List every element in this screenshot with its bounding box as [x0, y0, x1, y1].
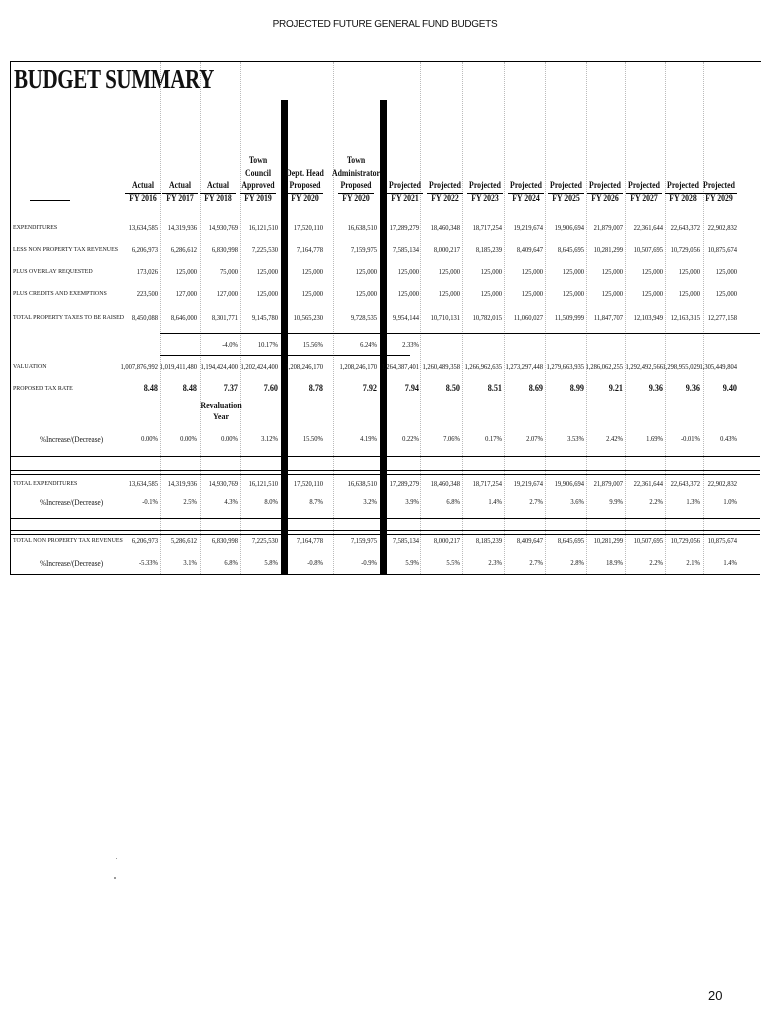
column-title: Town — [346, 156, 366, 166]
table-cell: 75,000 — [220, 267, 238, 276]
table-cell: 8,409,647 — [516, 245, 543, 254]
table-cell: 1,007,876,992 — [120, 362, 158, 371]
table-cell: 1,305,449,804 — [699, 362, 737, 371]
table-cell: 8.51 — [487, 384, 502, 394]
table-cell: 7,164,778 — [296, 536, 323, 545]
table-cell: 8,000,217 — [433, 536, 460, 545]
column-year: FY 2026 — [591, 193, 619, 204]
table-cell: 8.48 — [182, 384, 197, 394]
table-cell: 7.60 — [263, 384, 278, 394]
column-title: Proposed — [289, 181, 321, 191]
table-cell: 7,585,134 — [392, 536, 419, 545]
column-header — [233, 155, 282, 205]
table-cell: 21,879,007 — [593, 223, 623, 232]
table-cell: 1.4% — [488, 497, 502, 506]
table-cell: 223,500 — [136, 289, 158, 298]
table-cell: 8.69 — [528, 384, 543, 394]
table-cell: 2.3% — [488, 558, 502, 567]
table-cell: 3.12% — [261, 434, 278, 443]
table-cell: 1,202,424,400 — [240, 362, 278, 371]
table-cell: 8,646,000 — [170, 313, 197, 322]
table-cell: 19,906,694 — [554, 223, 584, 232]
table-cell: 7,159,975 — [350, 245, 377, 254]
table-cell: 0.43% — [720, 434, 737, 443]
table-cell: 125,000 — [355, 267, 377, 276]
table-cell: 125,000 — [715, 267, 737, 276]
table-cell: 18,717,254 — [472, 479, 502, 488]
table-cell: 10,507,695 — [633, 536, 663, 545]
table-cell: 9,728,535 — [350, 313, 377, 322]
table-cell: 19,906,694 — [554, 479, 584, 488]
table-cell: 9.9% — [609, 497, 623, 506]
table-cell: 18.9% — [606, 558, 623, 567]
header-underline — [30, 200, 70, 201]
table-cell: 2.1% — [686, 558, 700, 567]
table-cell: -0.01% — [680, 434, 700, 443]
table-cell: 125,000 — [355, 289, 377, 298]
table-cell: 22,643,372 — [670, 223, 700, 232]
table-cell: 17,520,110 — [293, 479, 323, 488]
table-cell: 6.8% — [446, 497, 460, 506]
table-cell: 8,301,771 — [211, 313, 238, 322]
table-cell: 125,000 — [397, 267, 419, 276]
table-cell: 10,729,056 — [670, 245, 700, 254]
table-cell: 22,361,644 — [633, 479, 663, 488]
table-cell: 18,717,254 — [472, 223, 502, 232]
table-cell: 125,000 — [438, 267, 460, 276]
table-cell: 14,930,769 — [208, 479, 238, 488]
column-title: Projected — [589, 181, 621, 191]
table-cell: 5.9% — [405, 558, 419, 567]
column-title: Town — [248, 156, 268, 166]
header-underline — [240, 193, 276, 194]
table-cell: 125,000 — [678, 267, 700, 276]
table-cell: 7.92 — [362, 384, 377, 394]
table-cell: 0.17% — [485, 434, 502, 443]
header-underline — [338, 193, 374, 194]
column-title: Projected — [389, 181, 421, 191]
table-cell: 10,507,695 — [633, 245, 663, 254]
table-cell: 14,930,769 — [208, 223, 238, 232]
column-year: FY 2021 — [391, 193, 419, 204]
table-cell: 125,000 — [521, 289, 543, 298]
table-cell: 10,281,299 — [593, 245, 623, 254]
table-cell: 16,121,510 — [248, 223, 278, 232]
table-cell: 7,164,778 — [296, 245, 323, 254]
table-cell: 17,520,110 — [293, 223, 323, 232]
table-cell: 2.42% — [606, 434, 623, 443]
section-rule — [10, 456, 760, 457]
table-cell: 10,565,230 — [293, 313, 323, 322]
table-cell: 22,902,832 — [707, 223, 737, 232]
table-cell: 1,264,387,401 — [381, 362, 419, 371]
table-cell: 6,206,973 — [131, 245, 158, 254]
table-cell: 1,298,955,029 — [662, 362, 700, 371]
table-cell: 3.6% — [570, 497, 584, 506]
table-cell: 16,121,510 — [248, 479, 278, 488]
table-cell: 7.94 — [404, 384, 419, 394]
rule — [160, 355, 410, 356]
section-rule-double — [10, 530, 760, 535]
table-cell: 7,159,975 — [350, 536, 377, 545]
scan-speck — [116, 858, 117, 859]
row-label: %Increase/(Decrease) — [40, 435, 104, 444]
table-cell: 1.4% — [723, 558, 737, 567]
table-cell: 1,266,962,635 — [464, 362, 502, 371]
table-cell: 8.0% — [264, 497, 278, 506]
column-year: FY 2025 — [552, 193, 580, 204]
table-cell: 125,000 — [601, 289, 623, 298]
column-year: FY 2024 — [512, 193, 540, 204]
table-cell: 10.17% — [257, 340, 278, 349]
table-cell: 6,206,973 — [131, 536, 158, 545]
header-underline — [701, 193, 737, 194]
table-cell: 1,208,246,170 — [285, 362, 323, 371]
table-cell: 13,634,585 — [128, 479, 158, 488]
table-cell: 1,279,663,935 — [546, 362, 584, 371]
table-cell: 5.8% — [264, 558, 278, 567]
column-year: FY 2023 — [471, 193, 499, 204]
table-cell: 6.24% — [360, 340, 377, 349]
table-cell: 8,409,647 — [516, 536, 543, 545]
header-underline — [467, 193, 503, 194]
table-cell: 8,000,217 — [433, 245, 460, 254]
table-cell: 2.07% — [526, 434, 543, 443]
rule — [160, 333, 760, 334]
table-cell: 7,225,530 — [251, 245, 278, 254]
table-cell: 2.7% — [529, 558, 543, 567]
table-cell: 125,000 — [397, 289, 419, 298]
table-cell: 1.69% — [646, 434, 663, 443]
table-cell: 1,286,062,255 — [585, 362, 623, 371]
table-cell: 14,319,936 — [167, 223, 197, 232]
column-header — [331, 155, 380, 205]
table-cell: 19,219,674 — [513, 479, 543, 488]
table-cell: -0.8% — [307, 558, 323, 567]
table-cell: 3.53% — [567, 434, 584, 443]
row-label: %Increase/(Decrease) — [40, 559, 104, 568]
table-cell: 125,000 — [438, 289, 460, 298]
table-cell: 8,645,695 — [557, 245, 584, 254]
table-cell: 125,000 — [641, 289, 663, 298]
table-cell: 7,225,530 — [251, 536, 278, 545]
table-cell: 1,292,492,566 — [625, 362, 663, 371]
table-cell: 0.22% — [402, 434, 419, 443]
table-cell: 17,289,279 — [389, 479, 419, 488]
row-label: LESS NON PROPERTY TAX REVENUES — [13, 246, 119, 253]
table-cell: 9.40 — [722, 384, 737, 394]
table-cell: 125,000 — [641, 267, 663, 276]
table-cell: 16,638,510 — [347, 223, 377, 232]
column-title: Projected — [703, 181, 735, 191]
table-cell: 12,277,158 — [707, 313, 737, 322]
table-cell: 1,260,489,358 — [422, 362, 460, 371]
column-title: Council — [245, 168, 271, 179]
table-cell: 2.8% — [570, 558, 584, 567]
table-cell: -0.9% — [361, 558, 377, 567]
table-cell: 8.99 — [569, 384, 584, 394]
table-cell: 11,509,999 — [554, 313, 584, 322]
table-cell: 125,000 — [301, 289, 323, 298]
column-title: Dept. Head — [286, 168, 324, 179]
table-cell: 1,194,424,400 — [200, 362, 238, 371]
header-underline — [387, 193, 423, 194]
table-cell: 125,000 — [562, 267, 584, 276]
column-year: FY 2017 — [166, 193, 194, 204]
scan-speck — [114, 877, 116, 879]
table-cell: 12,163,315 — [670, 313, 700, 322]
table-cell: 127,000 — [175, 289, 197, 298]
column-year: FY 2028 — [669, 193, 697, 204]
table-cell: 11,847,707 — [593, 313, 623, 322]
table-cell: 9,954,144 — [392, 313, 419, 322]
table-cell: 125,000 — [521, 267, 543, 276]
column-title: Projected — [550, 181, 582, 191]
table-cell: 5,286,612 — [170, 536, 197, 545]
column-year: FY 2016 — [129, 193, 157, 204]
table-cell: 10,875,674 — [707, 245, 737, 254]
table-cell: 17,289,279 — [389, 223, 419, 232]
table-cell: 22,361,644 — [633, 223, 663, 232]
table-cell: 8.7% — [309, 497, 323, 506]
table-cell: 3.9% — [405, 497, 419, 506]
sheet-title: BUDGET SUMMARY — [14, 64, 214, 94]
row-label: PROPOSED TAX RATE — [13, 385, 73, 392]
table-cell: -4.0% — [222, 340, 238, 349]
table-cell: 1.3% — [686, 497, 700, 506]
table-cell: 6,830,998 — [211, 536, 238, 545]
table-cell: 3.2% — [363, 497, 377, 506]
page-number: 20 — [708, 988, 723, 1003]
table-cell: 125,000 — [480, 289, 502, 298]
column-title: Projected — [429, 181, 461, 191]
column-title: Actual — [131, 181, 155, 191]
table-cell: 15.50% — [302, 434, 323, 443]
table-cell: 2.2% — [649, 497, 663, 506]
table-cell: 0.00% — [141, 434, 158, 443]
row-label: %Increase/(Decrease) — [40, 498, 104, 507]
header-underline — [200, 193, 236, 194]
table-cell: 9.21 — [608, 384, 623, 394]
table-cell: 9,145,780 — [251, 313, 278, 322]
table-cell: 125,000 — [480, 267, 502, 276]
table-cell: 6.8% — [224, 558, 238, 567]
table-cell: 2.5% — [183, 497, 197, 506]
column-year: FY 2029 — [705, 193, 733, 204]
table-cell: 6,830,998 — [211, 245, 238, 254]
column-title: Projected — [628, 181, 660, 191]
table-cell: 127,000 — [216, 289, 238, 298]
table-cell: 0.00% — [221, 434, 238, 443]
table-cell: 16,638,510 — [347, 479, 377, 488]
table-cell: 2.7% — [529, 497, 543, 506]
header-underline — [508, 193, 544, 194]
table-cell: 125,000 — [562, 289, 584, 298]
table-cell: 125,000 — [715, 289, 737, 298]
table-cell: 7.37 — [223, 384, 238, 394]
column-year: FY 2018 — [204, 193, 232, 204]
section-rule-double — [10, 470, 760, 475]
table-cell: 2.2% — [649, 558, 663, 567]
table-cell: 173,026 — [136, 267, 158, 276]
section-rule-bottom — [10, 574, 760, 575]
table-cell: 4.19% — [360, 434, 377, 443]
column-year: FY 2020 — [342, 193, 370, 204]
table-cell: 12,103,949 — [633, 313, 663, 322]
row-label: TOTAL EXPENDITURES — [13, 480, 78, 487]
header-underline — [587, 193, 623, 194]
table-cell: 8.50 — [445, 384, 460, 394]
table-cell: 1,019,411,480 — [159, 362, 197, 371]
table-cell: 3.1% — [183, 558, 197, 567]
table-cell: 10,875,674 — [707, 536, 737, 545]
table-cell: 1,208,246,170 — [339, 362, 377, 371]
table-cell: 125,000 — [256, 267, 278, 276]
table-cell: 125,000 — [678, 289, 700, 298]
table-cell: 11,060,027 — [513, 313, 543, 322]
table-cell: 8,450,088 — [131, 313, 158, 322]
table-cell: 8,645,695 — [557, 536, 584, 545]
row-label: PLUS CREDITS AND EXEMPTIONS — [13, 290, 107, 297]
table-cell: 125,000 — [175, 267, 197, 276]
table-cell: 5.5% — [446, 558, 460, 567]
row-label: VALUATION — [13, 363, 47, 370]
table-cell: 1.0% — [723, 497, 737, 506]
table-cell: 125,000 — [301, 267, 323, 276]
table-cell: 15.56% — [302, 340, 323, 349]
table-cell: 22,643,372 — [670, 479, 700, 488]
table-cell: 0.00% — [180, 434, 197, 443]
table-cell: 6,286,612 — [170, 245, 197, 254]
table-cell: 7,585,134 — [392, 245, 419, 254]
page-header: PROJECTED FUTURE GENERAL FUND BUDGETS — [272, 19, 498, 30]
column-title: Actual — [168, 181, 192, 191]
column-year: FY 2019 — [244, 193, 272, 204]
table-cell: 8,185,239 — [475, 536, 502, 545]
table-cell: 14,319,936 — [167, 479, 197, 488]
table-cell: -5.33% — [138, 558, 158, 567]
table-cell: 10,710,131 — [430, 313, 460, 322]
revaluation-note — [198, 400, 244, 422]
table-cell: 9.36 — [685, 384, 700, 394]
table-cell: -0.1% — [142, 497, 158, 506]
row-label: EXPENDITURES — [13, 224, 58, 231]
table-cell: 7.06% — [443, 434, 460, 443]
table-cell: 10,281,299 — [593, 536, 623, 545]
column-title: Actual — [206, 181, 230, 191]
table-cell: 19,219,674 — [513, 223, 543, 232]
table-cell: 125,000 — [601, 267, 623, 276]
table-cell: 18,460,348 — [430, 223, 460, 232]
header-underline — [548, 193, 584, 194]
table-cell: 8.48 — [143, 384, 158, 394]
table-cell: 13,634,585 — [128, 223, 158, 232]
column-title: Projected — [667, 181, 699, 191]
header-underline — [287, 193, 323, 194]
table-cell: 10,782,015 — [472, 313, 502, 322]
column-title: Projected — [510, 181, 542, 191]
header-underline — [427, 193, 463, 194]
table-cell: 8.78 — [308, 384, 323, 394]
row-label: PLUS OVERLAY REQUESTED — [13, 268, 93, 275]
row-label: TOTAL NON PROPERTY TAX REVENUES — [13, 537, 123, 544]
column-title: Administrator — [331, 168, 381, 179]
table-cell: 9.36 — [648, 384, 663, 394]
column-header — [280, 168, 329, 206]
column-year: FY 2020 — [291, 193, 319, 204]
revaluation-note-line: Revaluation — [200, 401, 242, 410]
header-underline — [626, 193, 662, 194]
table-cell: 18,460,348 — [430, 479, 460, 488]
column-title: Projected — [469, 181, 501, 191]
table-cell: 4.3% — [224, 497, 238, 506]
table-cell: 125,000 — [256, 289, 278, 298]
revaluation-note-line: Year — [213, 412, 229, 421]
column-year: FY 2022 — [431, 193, 459, 204]
table-cell: 2.33% — [402, 340, 419, 349]
row-label: TOTAL PROPERTY TAXES TO BE RAISED — [13, 314, 125, 321]
table-cell: 21,879,007 — [593, 479, 623, 488]
section-rule — [10, 518, 760, 519]
table-cell: 22,902,832 — [707, 479, 737, 488]
column-year: FY 2027 — [630, 193, 658, 204]
table-cell: 1,273,297,448 — [505, 362, 543, 371]
table-cell: 10,729,056 — [670, 536, 700, 545]
table-cell: 8,185,239 — [475, 245, 502, 254]
column-title: Proposed — [340, 181, 372, 191]
column-title: Approved — [241, 181, 275, 191]
